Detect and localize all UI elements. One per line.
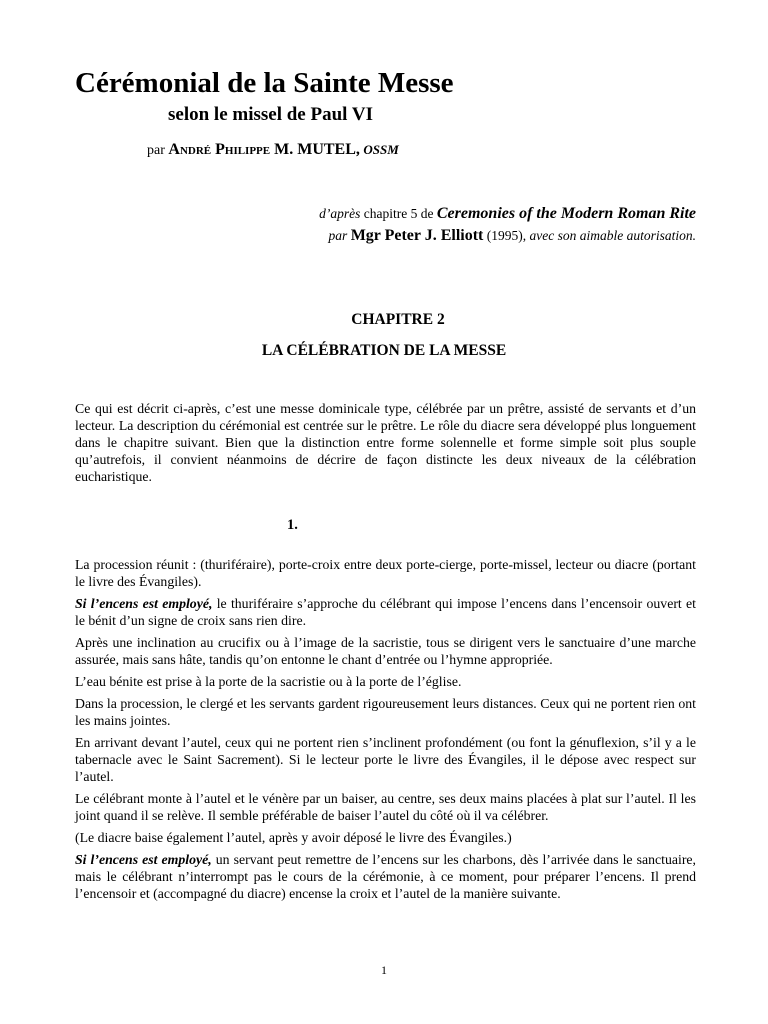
chapter-number: CHAPITRE 2 — [351, 311, 445, 328]
source-author: Mgr Peter J. Elliott — [350, 227, 484, 244]
chapter-title: LA CÉLÉBRATION DE LA MESSE — [261, 342, 507, 359]
paragraph — [75, 851, 696, 902]
document-subtitle: selon le missel de Paul VI — [168, 104, 373, 125]
paragraph: Après une inclination au crucifix ou à l’image de la sacristie, tous se dirigent vers le sanctuaire d’une marche assurée, mais sans hâte, tandis qu’on entonne le chant d’entrée ou l’hymne appropriée. — [75, 635, 696, 667]
source-permission: avec son aimable autorisation. — [529, 228, 696, 243]
paragraph-text: le thuriféraire s’approche du célébrant qui impose l’encens dans l’encensoir ouvert et le bénit d’un signe de croix sans rien dire. — [75, 596, 696, 628]
page-number: 1 — [381, 963, 387, 977]
author-prefix: par — [147, 143, 165, 158]
source-line-2 — [329, 227, 696, 245]
paragraph: Dans la procession, le clergé et les servants gardent rigoureusement leurs distances. Ceux qui ne portent rien ont les mains jointes. — [75, 696, 696, 728]
author-line — [147, 141, 399, 159]
document-title: Cérémonial de la Sainte Messe — [75, 67, 454, 99]
source-prefix: d’après — [319, 206, 361, 221]
section-body — [75, 556, 696, 907]
intro-paragraph: Ce qui est décrit ci-après, c’est une messe dominicale type, célébrée par un prêtre, assisté de servants et d’un lecteur. La description du cérémonial est centrée sur le prêtre. Le rôle du diacre sera développé plus longuement dans le chapitre suivant. Bien que la distinction entre forme solennelle et forme simple soit plus souple qu’autrefois, il convient néanmoins de décrire de façon distincte les deux niveaux de la célébration eucharistique. — [75, 401, 696, 484]
paragraph: (Le diacre baise également l’autel, après y avoir déposé le livre des Évangiles.) — [75, 830, 512, 845]
paragraph: Le célébrant monte à l’autel et le vénère par un baiser, au centre, ses deux mains placées à plat sur l’autel. Il les joint quand il se relève. Il semble préférable de baiser l’autel du côté où il va célébrer. — [75, 791, 696, 823]
author-name: André Philippe M. MUTEL, — [168, 141, 360, 158]
source-book-title: Ceremonies of the Modern Roman Rite — [436, 205, 696, 222]
paragraph: La procession réunit : (thuriféraire), porte-croix entre deux porte-cierge, porte-missel, lecteur ou diacre (portant le livre des Évangiles). — [75, 557, 696, 589]
source-mid: chapitre 5 de — [360, 206, 437, 221]
paragraph: L’eau bénite est prise à la porte de la sacristie ou à la porte de l’église. — [75, 674, 462, 689]
source-year: (1995), — [483, 228, 530, 243]
author-order: OSSM — [363, 142, 399, 157]
paragraph — [75, 595, 696, 629]
paragraph-lead: Si l’encens est employé, — [75, 852, 212, 867]
source-line-1 — [319, 205, 696, 223]
paragraph-text: un servant peut remettre de l’encens sur les charbons, dès l’arrivée dans le sanctuaire, mais le célébrant n’interrompt pas le cours de la cérémonie, à ce moment, pour préparer l’encens. Il prend l’encensoir et (accompagné du diacre) encense la croix et l’autel de la manière suivante. — [75, 852, 696, 901]
paragraph: En arrivant devant l’autel, ceux qui ne portent rien s’inclinent profondément (ou font la génuflexion, s’il y a le tabernacle avec le Saint Sacrement). Si le lecteur porte le livre des Évangiles, il le dépose avec respect sur l’autel. — [75, 735, 696, 784]
paragraph-lead: Si l’encens est employé, — [75, 596, 213, 611]
source-by: par — [328, 228, 348, 243]
section-number: 1. — [287, 517, 298, 533]
